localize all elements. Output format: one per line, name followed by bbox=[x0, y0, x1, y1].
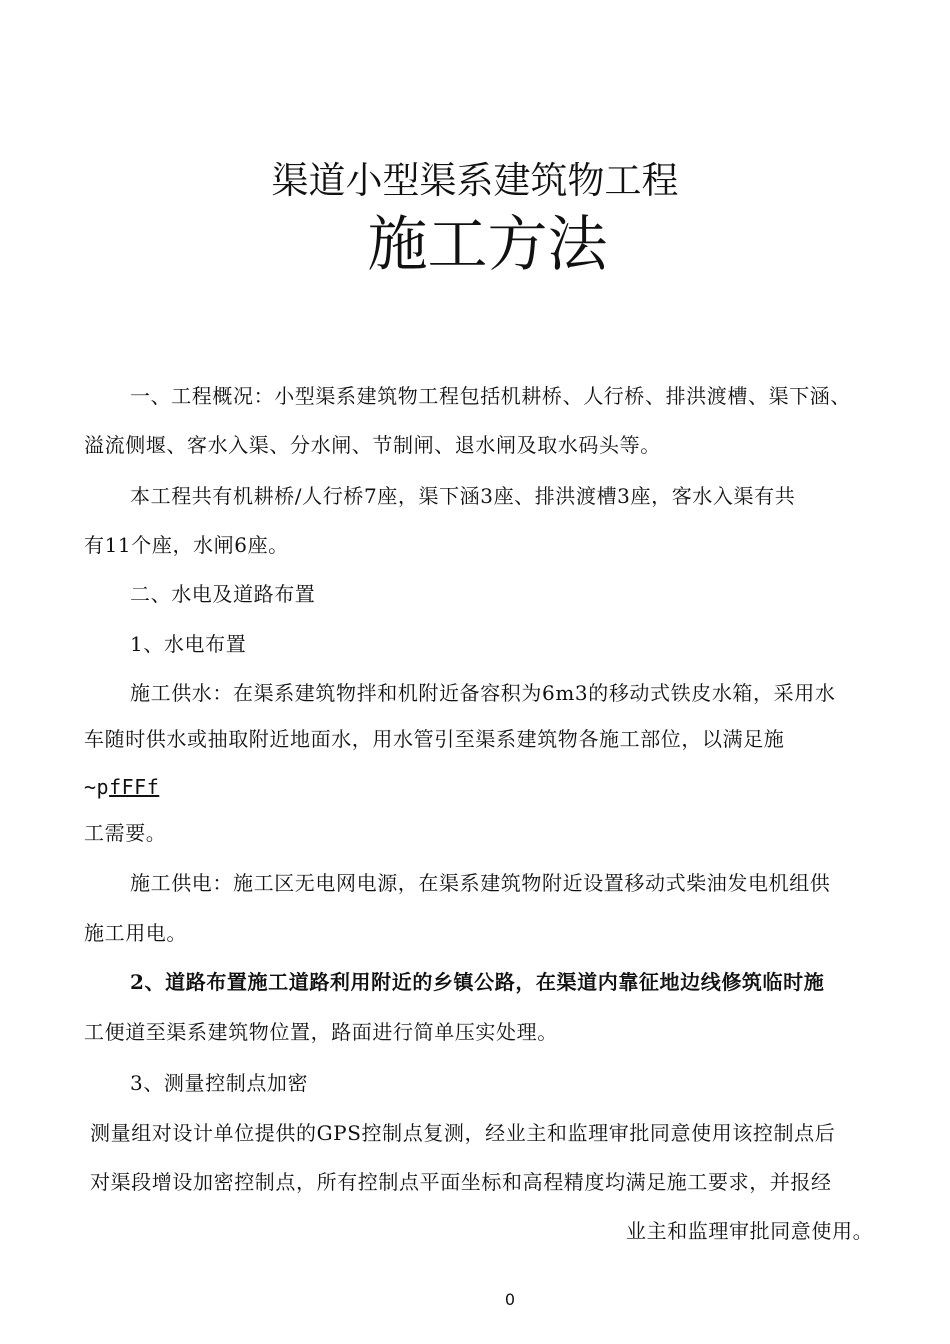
paragraph-line: 施工供电：施工区无电网电源，在渠系建筑物附近设置移动式柴油发电机组供 bbox=[130, 871, 831, 895]
subsection-heading: 1、水电布置 bbox=[130, 632, 247, 656]
paragraph-line: 施工用电。 bbox=[84, 921, 187, 945]
paragraph-line: 业主和监理审批同意使用。 bbox=[626, 1219, 874, 1243]
paragraph-line: 工需要。 bbox=[84, 821, 167, 845]
paragraph-line: 2、道路布置施工道路利用附近的乡镇公路，在渠道内靠征地边线修筑临时施 bbox=[130, 970, 825, 994]
paragraph-line: 溢流侧堰、客水入渠、分水闸、节制闸、退水闸及取水码头等。 bbox=[84, 433, 661, 457]
paragraph-line: 一、工程概况：小型渠系建筑物工程包括机耕桥、人行桥、排洪渡槽、渠下涵、 bbox=[130, 384, 851, 408]
ocr-artifact-text bbox=[84, 772, 159, 802]
ocr-artifact-underlined: fFFf bbox=[109, 775, 160, 799]
paragraph-line: 车随时供水或抽取附近地面水，用水管引至渠系建筑物各施工部位，以满足施 bbox=[84, 727, 785, 751]
section-heading: 二、水电及道路布置 bbox=[130, 582, 316, 606]
document-subtitle: 施工方法 bbox=[367, 210, 608, 280]
paragraph-line: 施工供水：在渠系建筑物拌和机附近备容积为6m3的移动式铁皮水箱，采用水 bbox=[130, 681, 836, 705]
ocr-artifact-prefix: ~p bbox=[84, 775, 110, 799]
paragraph-line: 有11个座，水闸6座。 bbox=[84, 533, 289, 557]
paragraph-line: 测量组对设计单位提供的GPS控制点复测，经业主和监理审批同意使用该控制点后 bbox=[90, 1121, 836, 1145]
subsection-heading: 3、测量控制点加密 bbox=[130, 1071, 309, 1095]
paragraph-line: 本工程共有机耕桥/人行桥7座，渠下涵3座、排洪渡槽3座，客水入渠有共 bbox=[130, 484, 796, 508]
page-number: 0 bbox=[504, 1290, 516, 1309]
paragraph-line: 工便道至渠系建筑物位置，路面进行简单压实处理。 bbox=[84, 1020, 558, 1044]
paragraph-line: 对渠段增设加密控制点，所有控制点平面坐标和高程精度均满足施工要求，并报经 bbox=[90, 1170, 832, 1194]
document-title: 渠道小型渠系建筑物工程 bbox=[271, 159, 679, 202]
